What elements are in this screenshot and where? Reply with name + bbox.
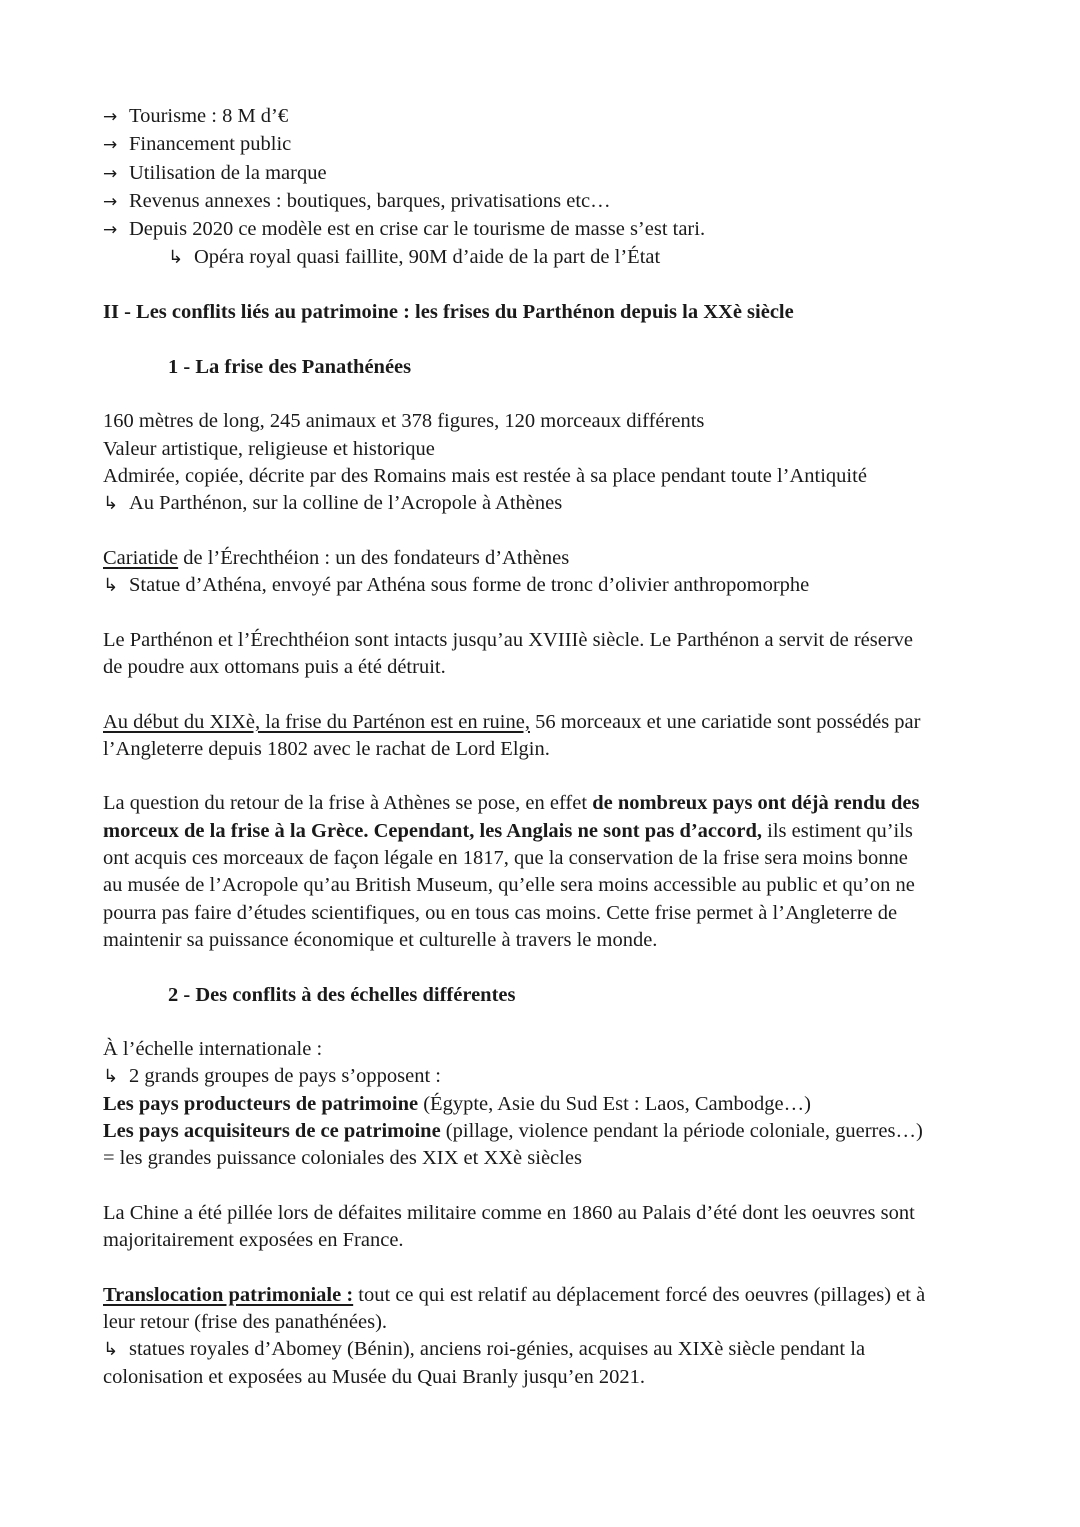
subsection-title: 2 - Des conflits à des échelles différentes — [168, 983, 516, 1006]
arrow-icon: → — [103, 107, 118, 127]
paragraph: Le Parthénon et l’Érechthéion sont intacts jusqu’au XVIIIè siècle. Le Parthénon a servit de réserve de poudre aux ottomans puis a été détruit. — [103, 628, 914, 678]
hook-arrow-icon: ↳ — [168, 247, 184, 269]
list-item: → Tourisme : 8 M d’€ — [103, 103, 1000, 131]
subsection-title: 1 - La frise des Panathénées — [168, 355, 412, 378]
underlined-term: Cariatide — [103, 546, 179, 569]
paragraph: La question du retour de la frise à Athènes se pose, en effet de nombreux pays ont déjà rendu des morceux de la frise à la Grèce. Cependant, les Anglais ne sont pas d’accord, ils estiment qu’ils ont acquis ces morceaux de façon légale en 1817, que la conservation de la frise sera moins bonne au musée de l’Acropole qu’au British Museum, qu’elle sera moins accessible au public et qu’on ne pourra pas faire d’études scientifiques, ou en tous cas moins. Cette frise permet à l’Angleterre de maintenir sa puissance économique et culturelle à travers le monde. — [103, 792, 920, 951]
hook-arrow-icon: ↳ — [103, 1066, 119, 1088]
underlined-phrase: Au début du XIXè, la frise du Parténon est en ruine, — [103, 710, 530, 733]
paragraph: À l’échelle internationale : ↳ 2 grands groupes de pays s’opposent : Les pays producteurs de patrimoine (Égypte, Asie du Sud Est : Laos, Cambodge…) Les pays acquisiteurs de ce patrimoine (pillage, violence pendant la période coloniale, guerres…) = les grandes puissance coloniales des XIX et XXè siècles — [103, 1038, 923, 1170]
list-subitem: ↳ Opéra royal quasi faillite, 90M d’aide de la part de l’État — [103, 244, 1000, 271]
paragraph: Translocation patrimoniale : tout ce qui est relatif au déplacement forcé des oeuvres (pillages) et à leur retour (frise des panathénées). ↳ statues royales d’Abomey (Bénin), anciens roi-génies, acquises au XIXè siècle pendant la colonisation et exposées au Musée du Quai Branly jusqu’en 2021. — [103, 1283, 926, 1388]
arrow-icon: → — [103, 220, 118, 241]
paragraph: Cariatide de l’Érechthéion : un des fondateurs d’Athènes ↳ Statue d’Athéna, envoyé par Athéna sous forme de tronc d’olivier anthropomorphe — [103, 545, 1000, 600]
list-item: → Utilisation de la marque — [103, 160, 1000, 188]
hook-arrow-icon: ↳ — [103, 493, 119, 515]
list-item: → Revenus annexes : boutiques, barques, privatisations etc… — [103, 188, 1000, 216]
paragraph: Au début du XIXè, la frise du Parténon est en ruine, 56 morceaux et une cariatide sont possédés par l’Angleterre depuis 1802 avec le rachat de Lord Elgin. — [103, 710, 921, 760]
paragraph: La Chine a été pillée lors de défaites militaire comme en 1860 au Palais d’été dont les oeuvres sont majoritairement exposées en France. — [103, 1201, 915, 1252]
hook-arrow-icon: ↳ — [103, 575, 119, 597]
arrow-icon: → — [103, 191, 118, 212]
list-item: → Depuis 2020 ce modèle est en crise car le tourisme de masse s’est tari. — [103, 216, 1000, 244]
hook-arrow-icon: ↳ — [103, 1339, 119, 1361]
underlined-term: Translocation patrimoniale : — [103, 1283, 354, 1306]
list-item: → Financement public — [103, 131, 1000, 159]
paragraph: 160 mètres de long, 245 animaux et 378 figures, 120 morceaux différents Valeur artistique, religieuse et historique Admirée, copiée, décrite par des Romains mais est restée à sa place pendant toute l’Antiquité ↳ Au Parthénon, sur la colline de l’Acropole à Athènes — [103, 408, 1000, 517]
arrow-icon: → — [103, 163, 118, 184]
section-title: II - Les conflits liés au patrimoine : les frises du Parthénon depuis la XXè siècle — [103, 301, 794, 324]
intro-list — [103, 103, 1000, 272]
arrow-icon: → — [103, 135, 118, 156]
